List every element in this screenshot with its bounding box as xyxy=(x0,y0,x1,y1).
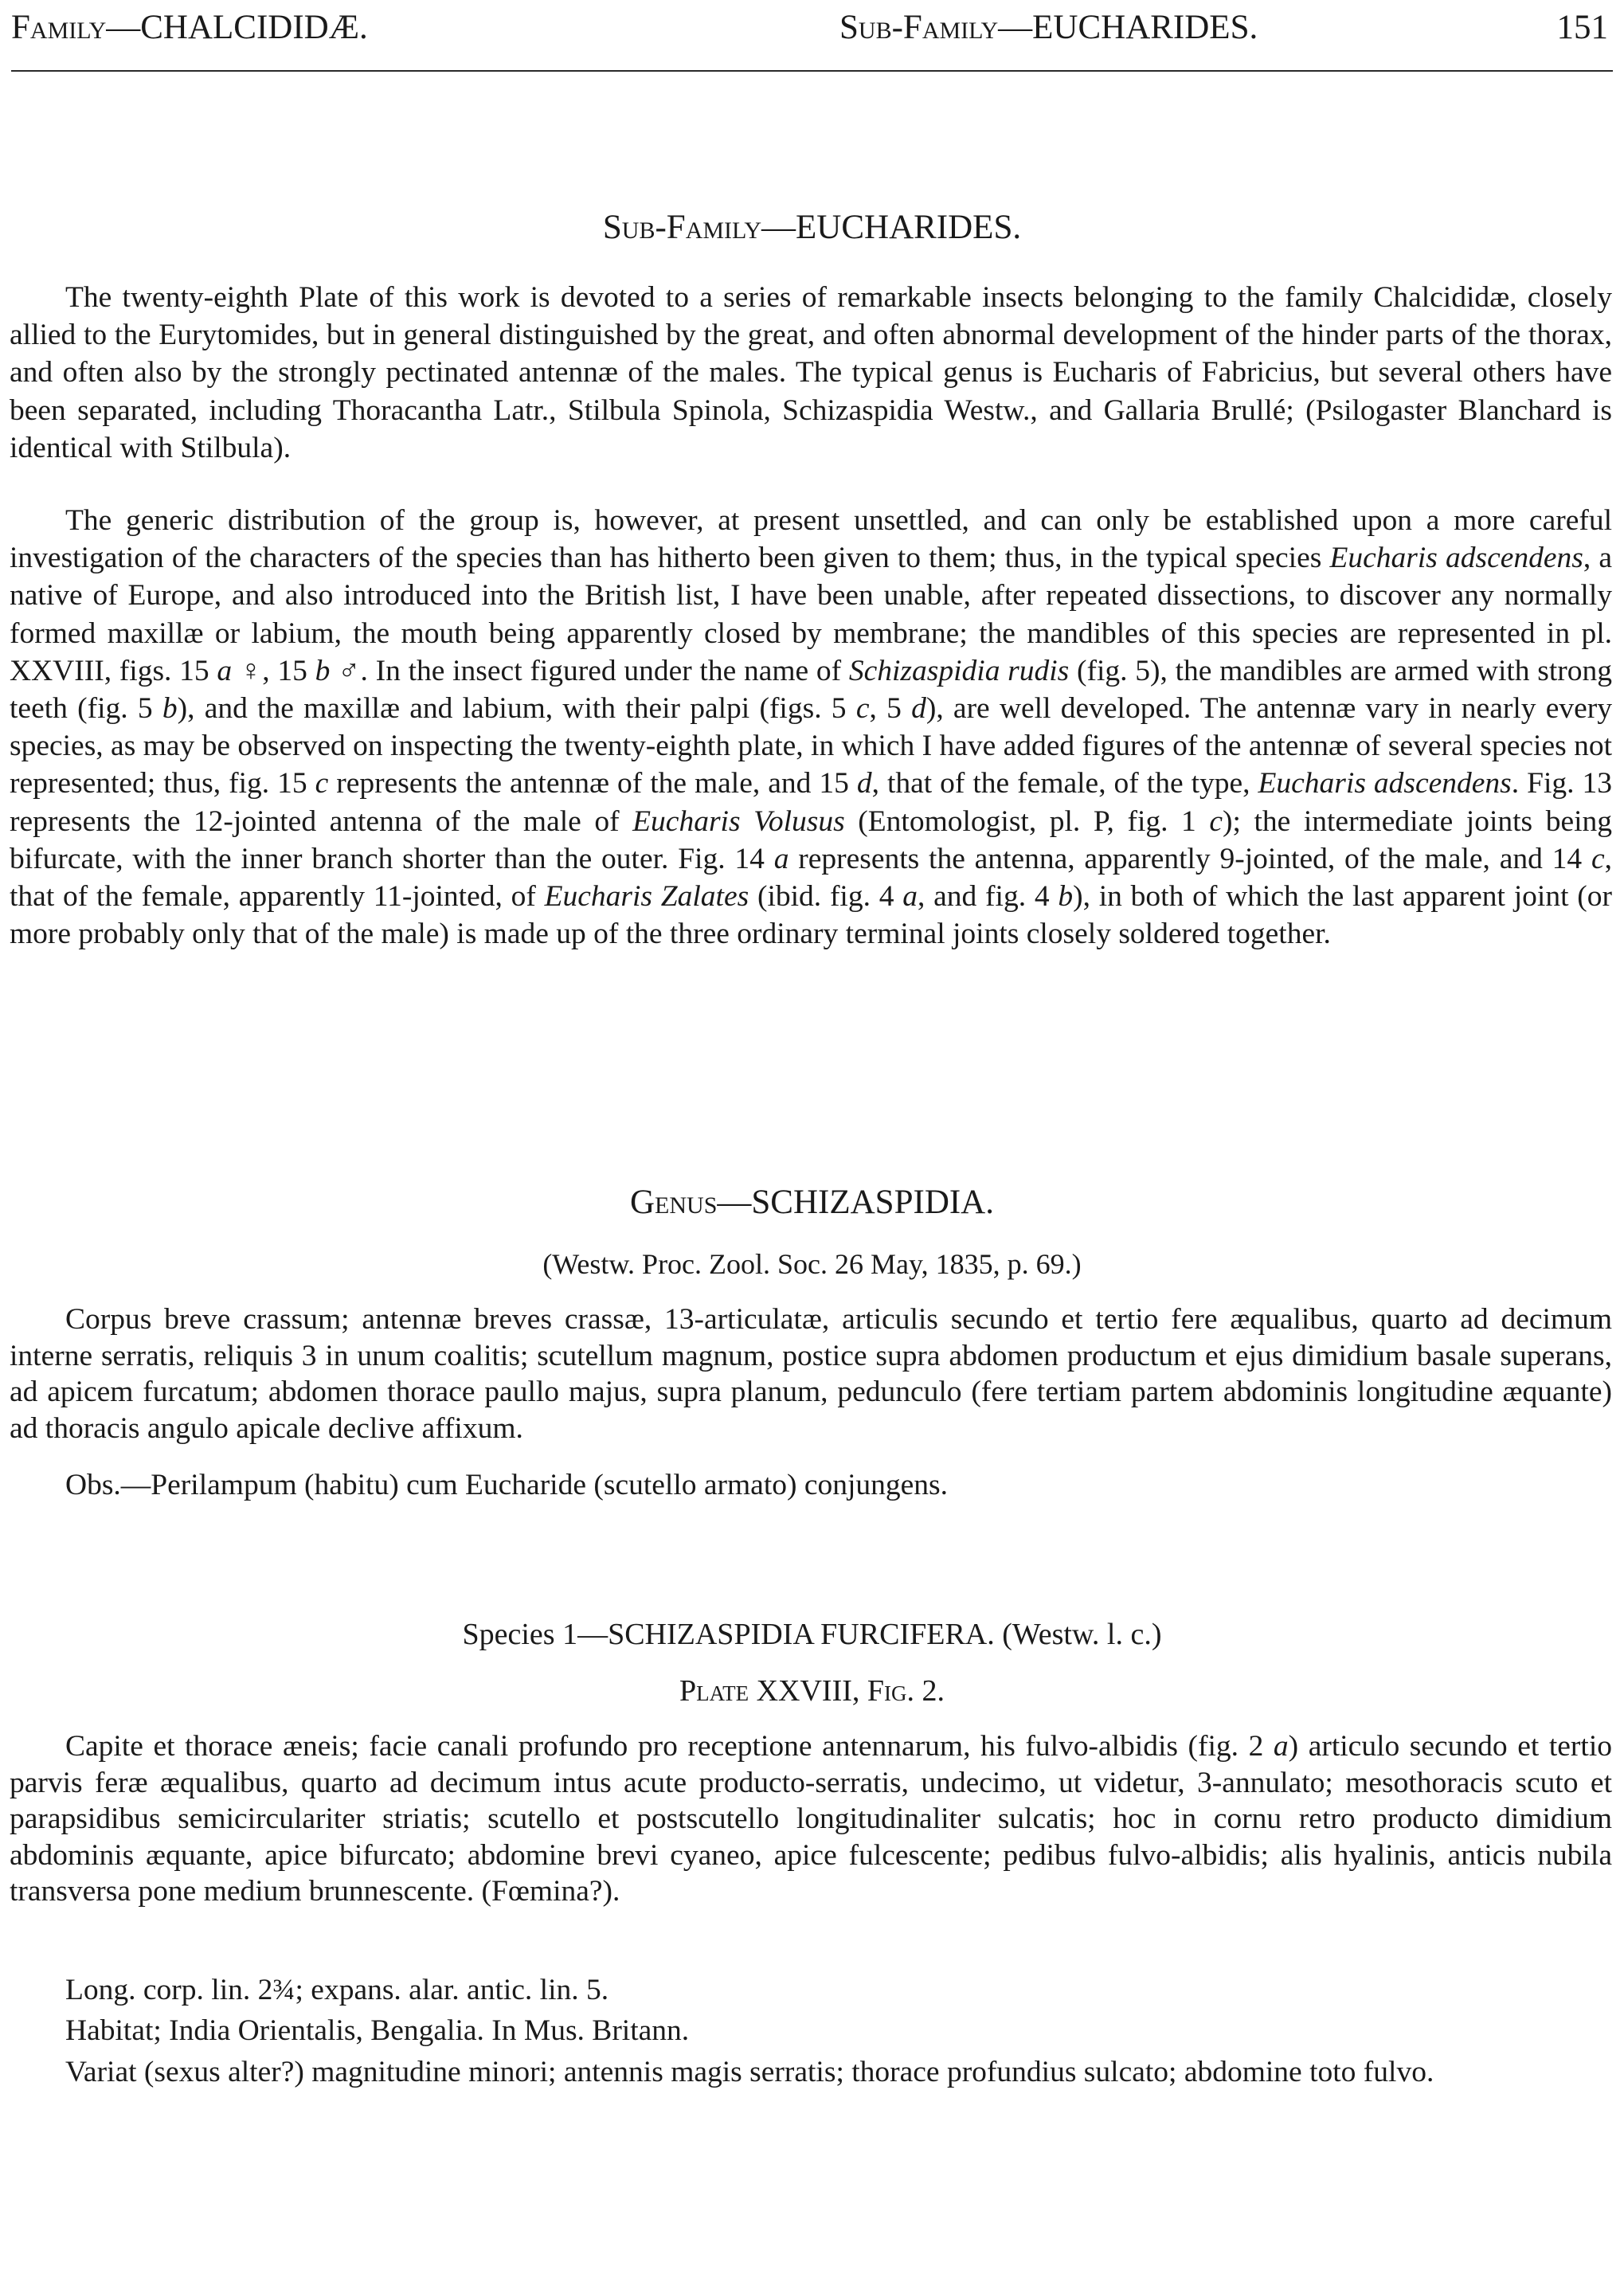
subfamily-title: Sub-Family—EUCHARIDES. xyxy=(602,209,1022,246)
species-description: Capite et thorace æneis; facie canali profundo pro receptione antennarum, his fulvo-albidis (fig. 2 a) articulo secundo et tertio parvis feræ æqualibus, quarto ad decimum intus acute producto-serratis, undecimo, ut videtur, 3-annulato; mesothoracis scuto et parapsidibus semicirculariter striatis; scutello et postscutello longitudinaliter sulcatis; hoc in cornu retro producto dimidium abdominis æquante, apice bifurcato; abdomine brevi cyaneo, apice fulcescente; pedibus fulvo-albidis; alis hyalinis, anticis nubila transversa pone medium brunnescente. (Fœmina?). xyxy=(10,1730,1612,1908)
genus-title: Genus—SCHIZASPIDIA. xyxy=(629,1184,994,1221)
running-head-family: Family—CHALCIDIDÆ. xyxy=(11,9,368,46)
header-rule xyxy=(11,70,1613,72)
subfamily-paragraph-2: The generic distribution of the group is, however, at present unsettled, and can only be established upon a more careful investigation of the characters of the species than has hitherto been given to them; thus, in the typical species Eucharis adscendens, a native of Europe, and also introduced into the British list, I have been unable, after repeated dissections, to discover any normally formed maxillæ or labium, the mouth being apparently closed by membrane; the mandibles of this species are represented in pl. XXVIII, figs. 15 a ♀, 15 b ♂. In the insect figured under the name of Schizaspidia rudis (fig. 5), the mandibles are armed with strong teeth (fig. 5 b), and the maxillæ and labium, with their palpi (figs. 5 c, 5 d), are well developed. The antennæ vary in nearly every species, as may be observed on inspecting the twenty-eighth plate, in which I have added figures of the antennæ of several species not represented; thus, fig. 15 c represents the antennæ of the male, and 15 d, that of the female, of the type, Eucharis adscendens. Fig. 13 represents the 12-jointed antenna of the male of Eucharis Volusus (Entomologist, pl. P, fig. 1 c); the intermediate joints being bifurcate, with the inner branch shorter than the outer. Fig. 14 a represents the antenna, apparently 9-jointed, of the male, and 14 c, that of the female, apparently 11-jointed, of Eucharis Zalates (ibid. fig. 4 a, and fig. 4 b), in both of which the last apparent joint (or more probably only that of the male) is made up of the three ordinary terminal joints closely soldered together. xyxy=(10,504,1613,951)
species-habitat: Habitat; India Orientalis, Bengalia. In Mus. Britann. xyxy=(65,2014,690,2047)
species-plate: Plate XXVIII, Fig. 2. xyxy=(679,1674,945,1708)
running-head-subfamily: Sub-Family—EUCHARIDES. xyxy=(839,9,1258,46)
species-length: Long. corp. lin. 2¾; expans. alar. antic. lin. 5. xyxy=(65,1974,609,2006)
genus-obs: Obs.—Perilampum (habitu) cum Eucharide (scutello armato) conjungens. xyxy=(65,1469,949,1501)
running-head xyxy=(11,3,1613,53)
page-number: 151 xyxy=(1556,9,1608,46)
genus-description: Corpus breve crassum; antennæ breves crassæ, 13-articulatæ, articulis secundo et tertio fere æqualibus, quarto ad decimum interne serratis, reliquis 3 in unum coalitis; scutellum magnum, postice supra abdomen productum et ejus dimidium basale superans, ad apicem furcatum; abdomen thorace paullo majus, supra planum, pedunculo (fere tertiam partem abdominis longitudine æquante) ad thoracis angulo apicale declive affixum. xyxy=(10,1303,1612,1445)
genus-reference: (Westw. Proc. Zool. Soc. 26 May, 1835, p. 69.) xyxy=(542,1248,1082,1280)
species-title: Species 1—SCHIZASPIDIA FURCIFERA. (Westw. l. c.) xyxy=(462,1618,1162,1651)
species-variat: Variat (sexus alter?) magnitudine minori; antennis magis serratis; thorace profundius sulcato; abdomine toto fulvo. xyxy=(65,2056,1434,2088)
subfamily-paragraph-1: The twenty-eighth Plate of this work is devoted to a series of remarkable insects belonging to the family Chalcididæ, closely allied to the Eurytomides, but in general distinguished by the great, and often abnormal development of the hinder parts of the thorax, and often also by the strongly pectinated antennæ of the males. The typical genus is Eucharis of Fabricius, but several others have been separated, including Thoracantha Latr., Stilbula Spinola, Schizaspidia Westw., and Gallaria Brullé; (Psilogaster Blanchard is identical with Stilbula). xyxy=(10,281,1612,464)
